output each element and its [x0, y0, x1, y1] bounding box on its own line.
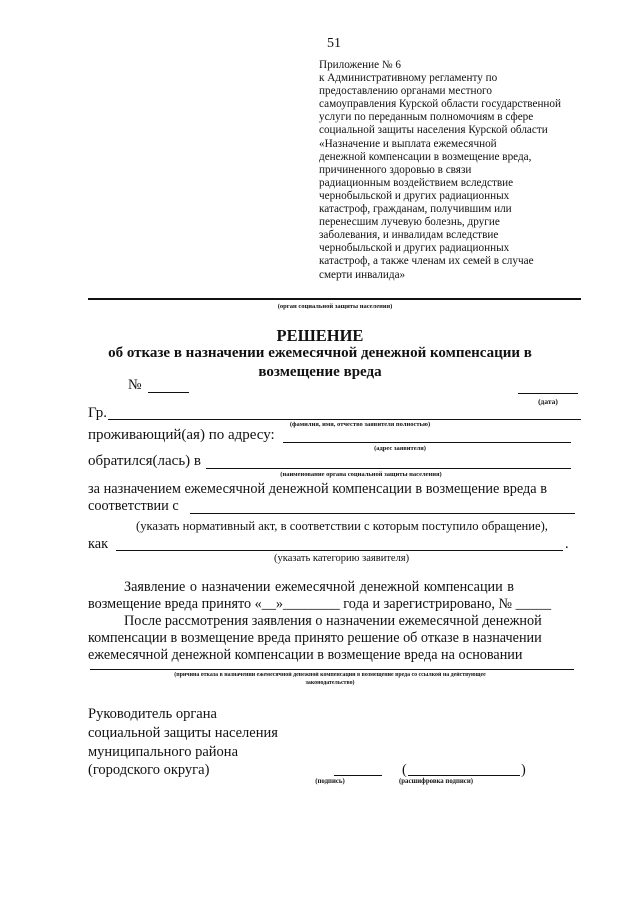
act-caption: (указать нормативный акт, в соответствии с которым поступило обращение), — [136, 519, 548, 533]
appendix-line: смерти инвалида» — [319, 268, 406, 281]
signer-line: Руководитель органа — [88, 706, 217, 722]
appendix-line: катастроф, а также членам их семей в случае — [319, 255, 534, 268]
number-label: № — [128, 377, 142, 393]
page-number: 51 — [327, 36, 341, 51]
appendix-line: социальной защиты населения Курской области — [319, 124, 548, 137]
paragraph-line: компенсации в возмещение вреда принято решение об отказе в назначении — [88, 630, 542, 646]
signer-line: (городского округа) — [88, 762, 210, 778]
appendix-line: к Административному регламенту по — [319, 72, 498, 85]
appendix-block — [319, 59, 581, 282]
signer-line: муниципального района — [88, 744, 238, 760]
appendix-line: чернобыльской и других радиационных — [319, 242, 510, 255]
date-caption: (дата) — [538, 397, 558, 406]
appendix-line: чернобыльской и других радиационных — [319, 189, 510, 202]
organ-underline — [88, 298, 581, 300]
appendix-line: причиненного здоровью в связи — [319, 163, 472, 176]
document-title: РЕШЕНИЕ — [276, 326, 364, 345]
address-field[interactable] — [283, 442, 571, 443]
appendix-line: катастроф, гражданам, получившим или — [319, 203, 512, 216]
reason-field[interactable] — [90, 669, 574, 670]
decode-close-paren: ) — [521, 762, 526, 778]
appendix-line: услуги по переданным полномочиям в сфере — [319, 111, 534, 124]
document-subtitle: об отказе в назначении ежемесячной денежной компенсации в — [108, 345, 532, 361]
paragraph-line: ежемесячной денежной компенсации в возмещение вреда на основании — [88, 647, 523, 663]
number-field[interactable] — [148, 392, 189, 393]
category-caption: (указать категорию заявителя) — [274, 553, 410, 564]
appendix-line: «Назначение и выплата ежемесячной — [319, 137, 497, 150]
date-field[interactable] — [518, 393, 578, 394]
decode-caption: (расшифровка подписи) — [399, 778, 473, 785]
paragraph-line: После рассмотрения заявления о назначении ежемесячной денежной — [124, 613, 542, 629]
applied-caption: (наименование органа социальной защиты населения) — [280, 471, 442, 478]
address-caption: (адрес заявителя) — [374, 445, 426, 452]
purpose-line: за назначением ежемесячной денежной компенсации в возмещение вреда в — [88, 481, 547, 497]
appendix-line: самоуправления Курской области государственной — [319, 98, 561, 111]
appendix-line: радиационным воздействием вследствие — [319, 176, 514, 189]
appendix-line: предоставлению органами местного — [319, 85, 492, 98]
signature-caption: (подпись) — [315, 778, 345, 785]
organ-caption: (орган социальной защиты населения) — [277, 303, 393, 310]
as-label: как — [88, 536, 109, 552]
paragraph-line: Заявление о назначении ежемесячной денежной компенсации в — [124, 579, 514, 595]
applied-organ-field[interactable] — [206, 468, 571, 469]
reason-caption-cont: законодательство) — [305, 680, 355, 686]
citizen-caption: (фамилия, имя, отчество заявителя полностью) — [289, 421, 431, 428]
decode-open-paren: ( — [402, 762, 407, 778]
category-field[interactable] — [116, 550, 563, 551]
address-label: проживающий(ая) по адресу: — [88, 427, 275, 443]
appendix-line: заболевания, и инвалидам вследствие — [319, 229, 499, 242]
as-period: . — [565, 536, 569, 552]
appendix-line: Приложение № 6 — [319, 59, 401, 71]
decode-field[interactable] — [408, 775, 520, 776]
signature-field[interactable] — [334, 775, 382, 776]
accordance-label: соответствии с — [88, 498, 179, 514]
citizen-name-field[interactable] — [108, 419, 581, 420]
applied-label: обратился(лась) в — [88, 453, 201, 469]
citizen-label: Гр. — [88, 405, 107, 421]
document-subtitle-cont: возмещение вреда — [258, 364, 382, 380]
appendix-line: перенесшим лучевую болезнь, другие — [319, 216, 500, 229]
signer-line: социальной защиты населения — [88, 725, 278, 741]
appendix-line: денежной компенсации в возмещение вреда, — [319, 150, 532, 163]
paragraph-line: возмещение вреда принято «__»________ года и зарегистрировано, № _____ — [88, 596, 552, 612]
reason-caption: (причина отказа в назначении ежемесячной денежной компенсации в возмещение вреда со ссылкой на действующее — [174, 672, 486, 678]
accordance-field[interactable] — [190, 513, 575, 514]
